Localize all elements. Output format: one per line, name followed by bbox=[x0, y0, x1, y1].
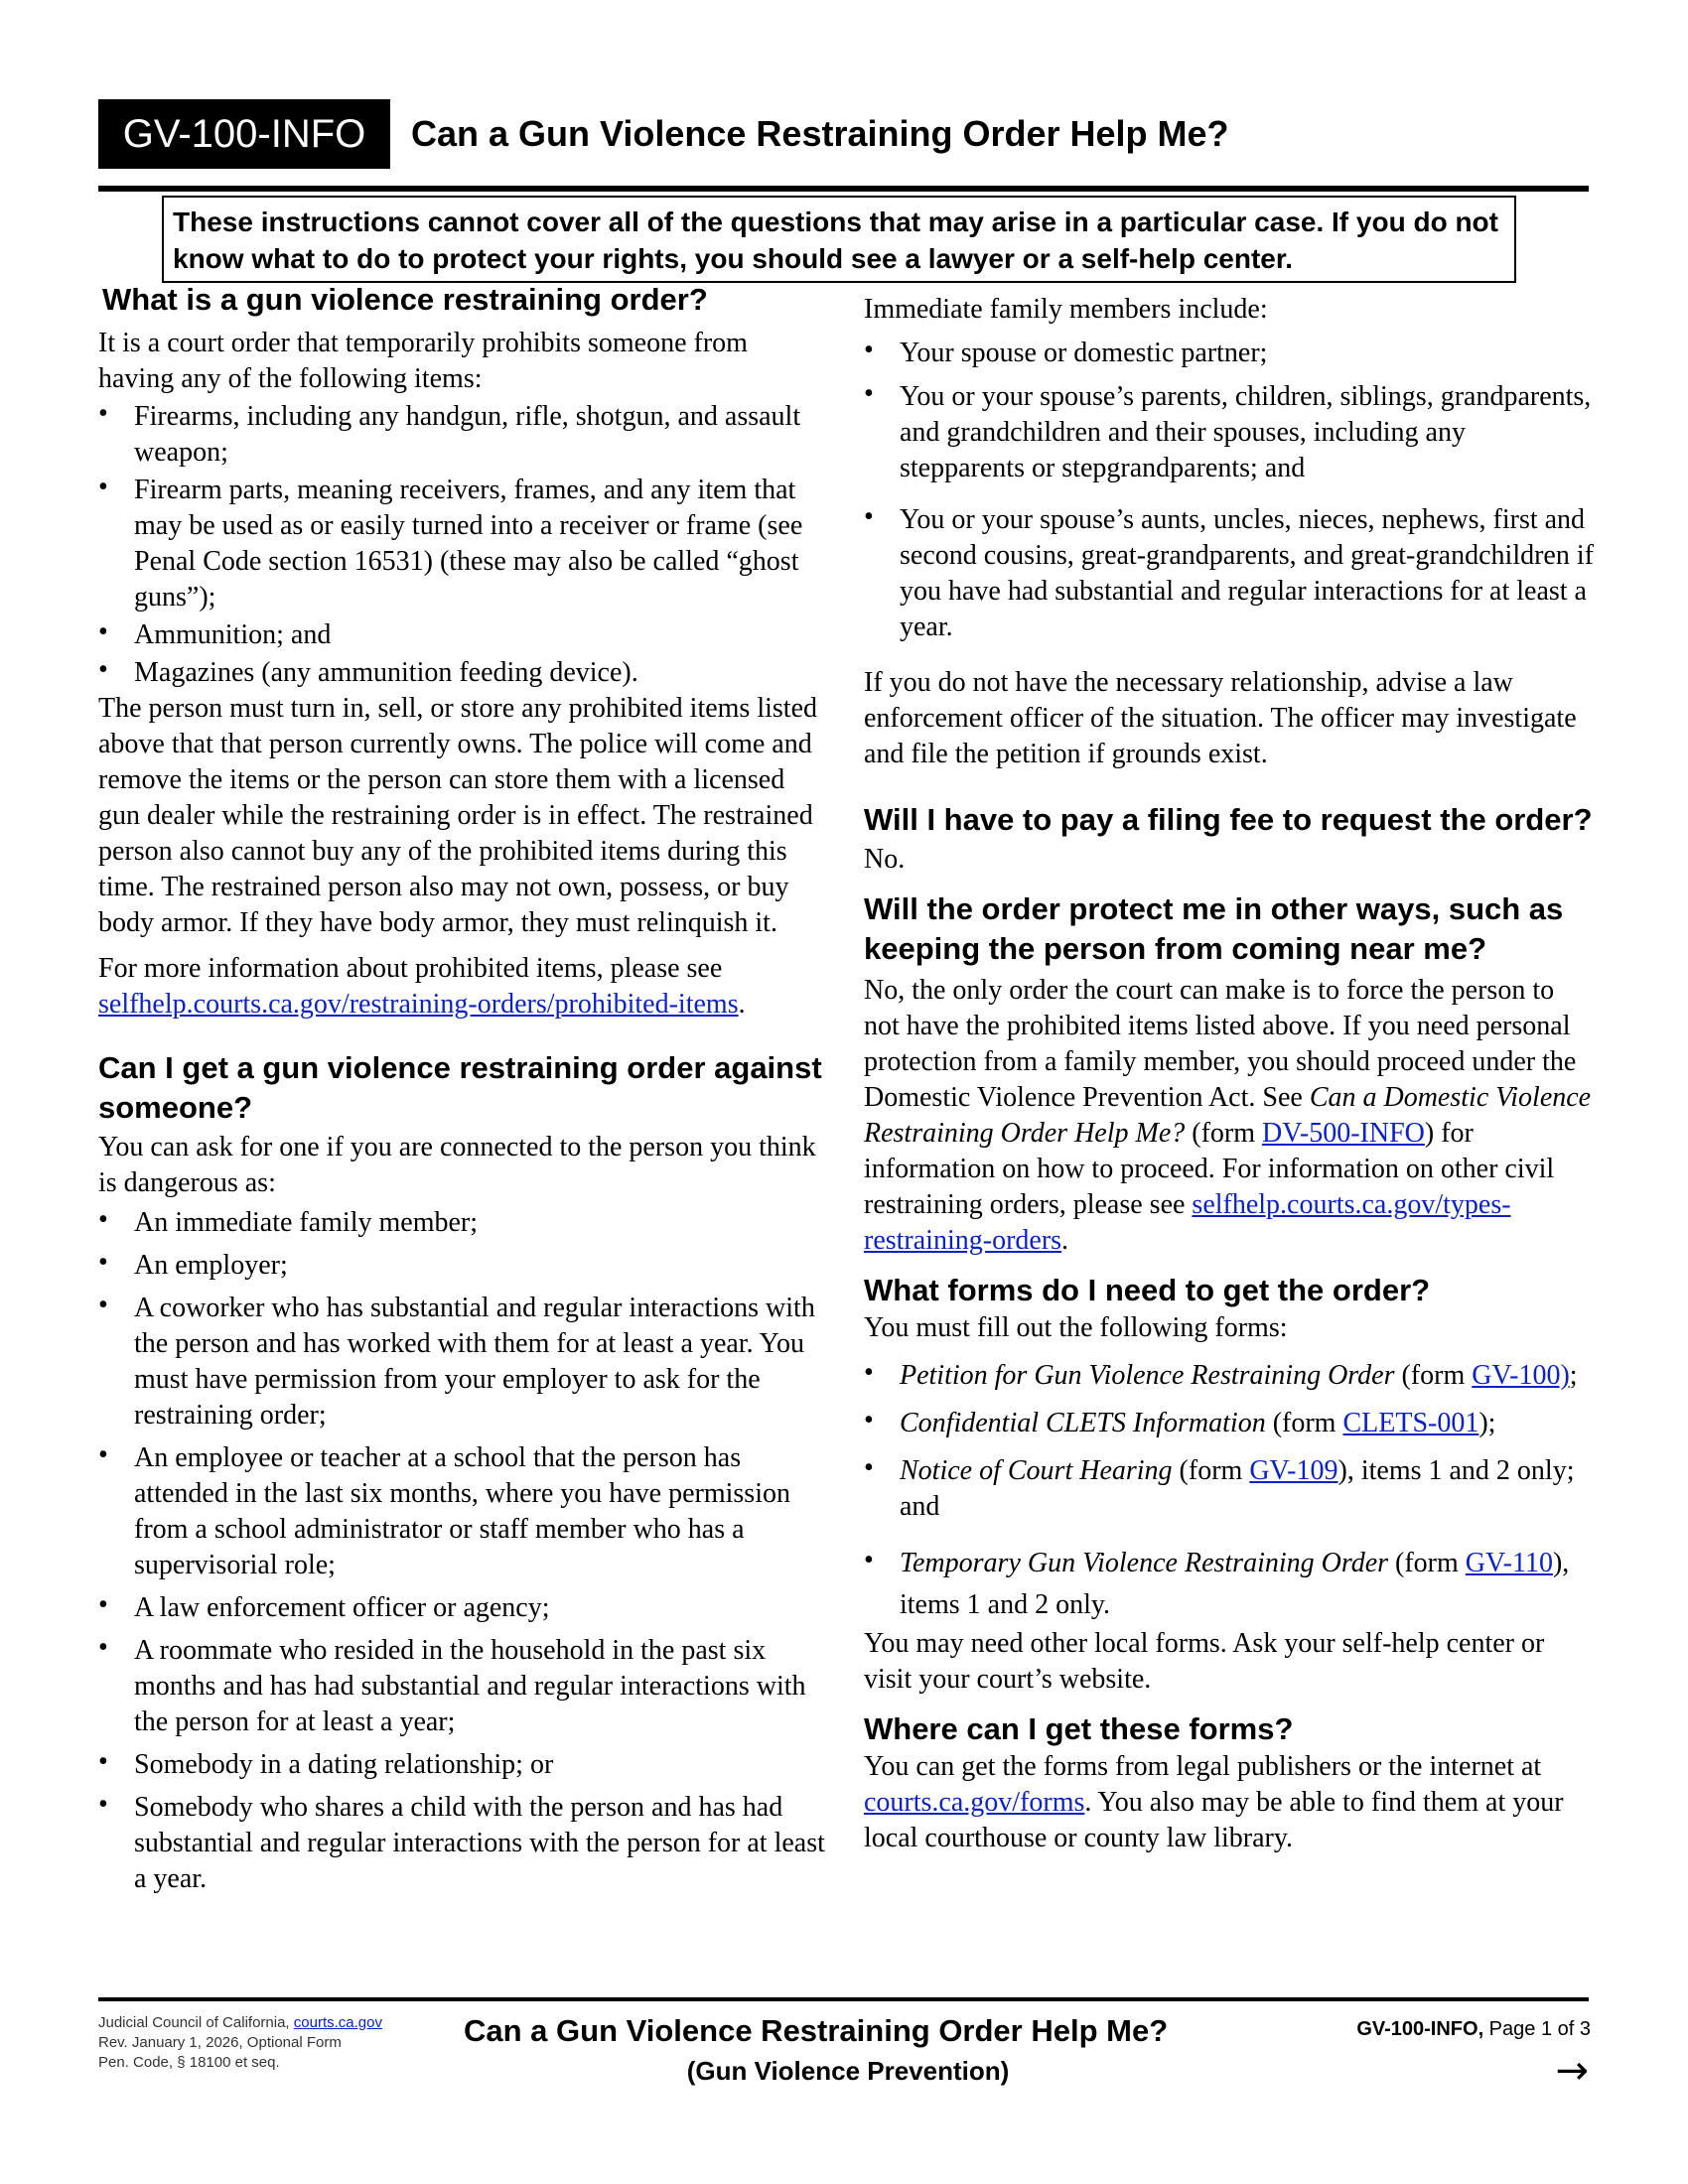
instructions-notice: These instructions cannot cover all of the questions that may arise in a particular case. If you do not know what to do to protect your rights, you should see a lawyer or a self-help center. bbox=[162, 196, 1516, 283]
relationship-paragraph: If you do not have the necessary relationship, advise a law enforcement officer of the situation. The officer may investigate and file the petition if grounds exist. bbox=[864, 667, 1577, 769]
gv-109-link[interactable]: GV-109 bbox=[1249, 1455, 1338, 1486]
section-heading-forms-needed: What forms do I need to get the order? bbox=[864, 1273, 1431, 1307]
other-protection-paragraph: No, the only order the court can make is to force the person to not have the prohibited items listed above. If you need personal protection from a family member, you should proceed under the Domestic Violence Prevention Act. See Can a Domestic Violence Restraining Order Help Me? (form DV-500-INFO) for information on how to proceed. For information on other civil restraining orders, please see selfhelp.courts.ca.gov/types-restraining-orders. bbox=[864, 975, 1592, 1256]
list-item: • Petition for Gun Violence Restraining Order (form GV-100); bbox=[864, 1357, 1578, 1391]
list-item: • An employee or teacher at a school that the person has attended in the last six months, where you have permission from a school administrator or staff member who has a supervisorial role; bbox=[98, 1439, 790, 1580]
list-item: • Temporary Gun Violence Restraining Order (form GV-110), items 1 and 2 only. bbox=[864, 1545, 1570, 1620]
next-page-arrow-icon: → bbox=[1555, 2048, 1589, 2094]
eligible-petitioners-list bbox=[98, 1205, 828, 1897]
list-item: • You or your spouse’s aunts, uncles, nieces, nephews, first and second cousins, great-grandparents, and great-grandchildren if you have had substantial and regular interactions for at least a year. bbox=[864, 501, 1594, 642]
local-forms-paragraph: You may need other local forms. Ask your self-help center or visit your court’s website. bbox=[864, 1628, 1545, 1695]
footer-revision: Rev. January 1, 2026, Optional Form bbox=[98, 2034, 342, 2051]
list-item: • Confidential CLETS Information (form CLETS-001); bbox=[864, 1405, 1496, 1438]
list-item: • A law enforcement officer or agency; bbox=[98, 1589, 550, 1623]
clets-001-link[interactable]: CLETS-001 bbox=[1342, 1408, 1479, 1438]
list-item: • A coworker who has substantial and regular interactions with the person and has worked with them for at least a year. You must have permission from your employer to ask for the restraining order; bbox=[98, 1290, 815, 1431]
section-heading-other-protection: Will the order protect me in other ways, such as keeping the person from coming near me? bbox=[864, 891, 1564, 966]
required-forms-list bbox=[864, 1358, 1594, 1626]
section-intro-what-is: It is a court order that temporarily prohibits someone from having any of the following items: bbox=[98, 328, 748, 394]
list-item: • Somebody in a dating relationship; or bbox=[98, 1746, 554, 1780]
prohibited-items-link[interactable]: selfhelp.courts.ca.gov/restraining-orders/prohibited-items bbox=[98, 989, 739, 1020]
gv-110-link[interactable]: GV-110 bbox=[1465, 1548, 1553, 1578]
list-item: • You or your spouse’s parents, children, siblings, grandparents, and grandchildren and their spouses, including any stepparents or stepgrandparents; and bbox=[864, 378, 1592, 483]
gv-100-link[interactable]: GV-100) bbox=[1472, 1360, 1570, 1391]
filing-fee-answer: No. bbox=[864, 844, 906, 875]
right-column bbox=[864, 292, 1594, 1856]
left-column bbox=[98, 280, 828, 1897]
list-item: • An employer; bbox=[98, 1247, 288, 1281]
family-intro: Immediate family members include: bbox=[864, 294, 1268, 325]
more-info-paragraph: For more information about prohibited items, please see selfhelp.courts.ca.gov/restraining-orders/prohibited-items. bbox=[98, 953, 746, 1020]
footer-council-line: Judicial Council of California, courts.ca.gov bbox=[98, 2014, 382, 2031]
footer-title: Can a Gun Violence Restraining Order Help Me? bbox=[464, 2013, 1169, 2048]
list-item: • Magazines (any ammunition feeding device). bbox=[98, 654, 638, 688]
list-item: • Your spouse or domestic partner; bbox=[864, 335, 1268, 368]
footer-form-id: GV-100-INFO, bbox=[1356, 2018, 1484, 2040]
prohibited-items-list bbox=[98, 399, 828, 691]
footer-divider bbox=[98, 1997, 1589, 2001]
list-item: • Ammunition; and bbox=[98, 616, 332, 650]
footer-page-info bbox=[1356, 2015, 1591, 2043]
list-item: • An immediate family member; bbox=[98, 1204, 479, 1238]
list-item: • Firearm parts, meaning receivers, frames, and any item that may be used as or easily turned into a receiver or frame (see Penal Code section 16531) (these may also be called “ghost guns”); bbox=[98, 472, 803, 613]
section-heading-filing-fee: Will I have to pay a filing fee to request the order? bbox=[864, 802, 1593, 837]
section-heading-what-is: What is a gun violence restraining order? bbox=[102, 282, 708, 317]
list-item: • Notice of Court Hearing (form GV-109), items 1 and 2 only; and bbox=[864, 1452, 1575, 1522]
header-divider bbox=[98, 186, 1589, 192]
section-intro-can-i-get: You can ask for one if you are connected to the person you think is dangerous as: bbox=[98, 1132, 816, 1198]
courts-forms-link[interactable]: courts.ca.gov/forms bbox=[864, 1787, 1085, 1818]
restraining-orders-link[interactable]: selfhelp.courts.ca.gov/types-restraining-orders bbox=[864, 1189, 1511, 1256]
where-forms-paragraph: You can get the forms from legal publishers or the internet at courts.ca.gov/forms. You also may be able to find them at your local courthouse or county law library. bbox=[864, 1751, 1564, 1853]
courts-ca-gov-link[interactable]: courts.ca.gov bbox=[293, 2014, 382, 2031]
footer-code: Pen. Code, § 18100 et seq. bbox=[98, 2054, 280, 2071]
list-item: • A roommate who resided in the household in the past six months and has had substantial and regular interactions with the person for at least a year; bbox=[98, 1632, 806, 1737]
page-number: Page 1 of 3 bbox=[1483, 2018, 1591, 2040]
forms-needed-intro: You must fill out the following forms: bbox=[864, 1312, 1288, 1343]
form-id-badge: GV-100-INFO bbox=[98, 99, 390, 169]
list-item: • Firearms, including any handgun, rifle, shotgun, and assault weapon; bbox=[98, 398, 801, 468]
footer-subtitle: (Gun Violence Prevention) bbox=[686, 2056, 1010, 2086]
section-heading-can-i-get: Can I get a gun violence restraining order against someone? bbox=[98, 1050, 822, 1125]
family-members-list bbox=[864, 336, 1594, 645]
section-heading-where-forms: Where can I get these forms? bbox=[864, 1711, 1294, 1746]
dv-500-info-link[interactable]: DV-500-INFO bbox=[1262, 1118, 1425, 1149]
prohibited-items-paragraph: The person must turn in, sell, or store any prohibited items listed above that that person currently owns. The police will come and remove the items or the person can store them with a licensed gun dealer while the restraining order is in effect. The restrained person also cannot buy any of the prohibited items during this time. The restrained person also may not own, possess, or buy body armor. If they have body armor, they must relinquish it. bbox=[98, 693, 817, 938]
page-title: Can a Gun Violence Restraining Order Help Me? bbox=[411, 113, 1229, 154]
list-item: • Somebody who shares a child with the person and has had substantial and regular interactions with the person for at least a year. bbox=[98, 1789, 825, 1894]
